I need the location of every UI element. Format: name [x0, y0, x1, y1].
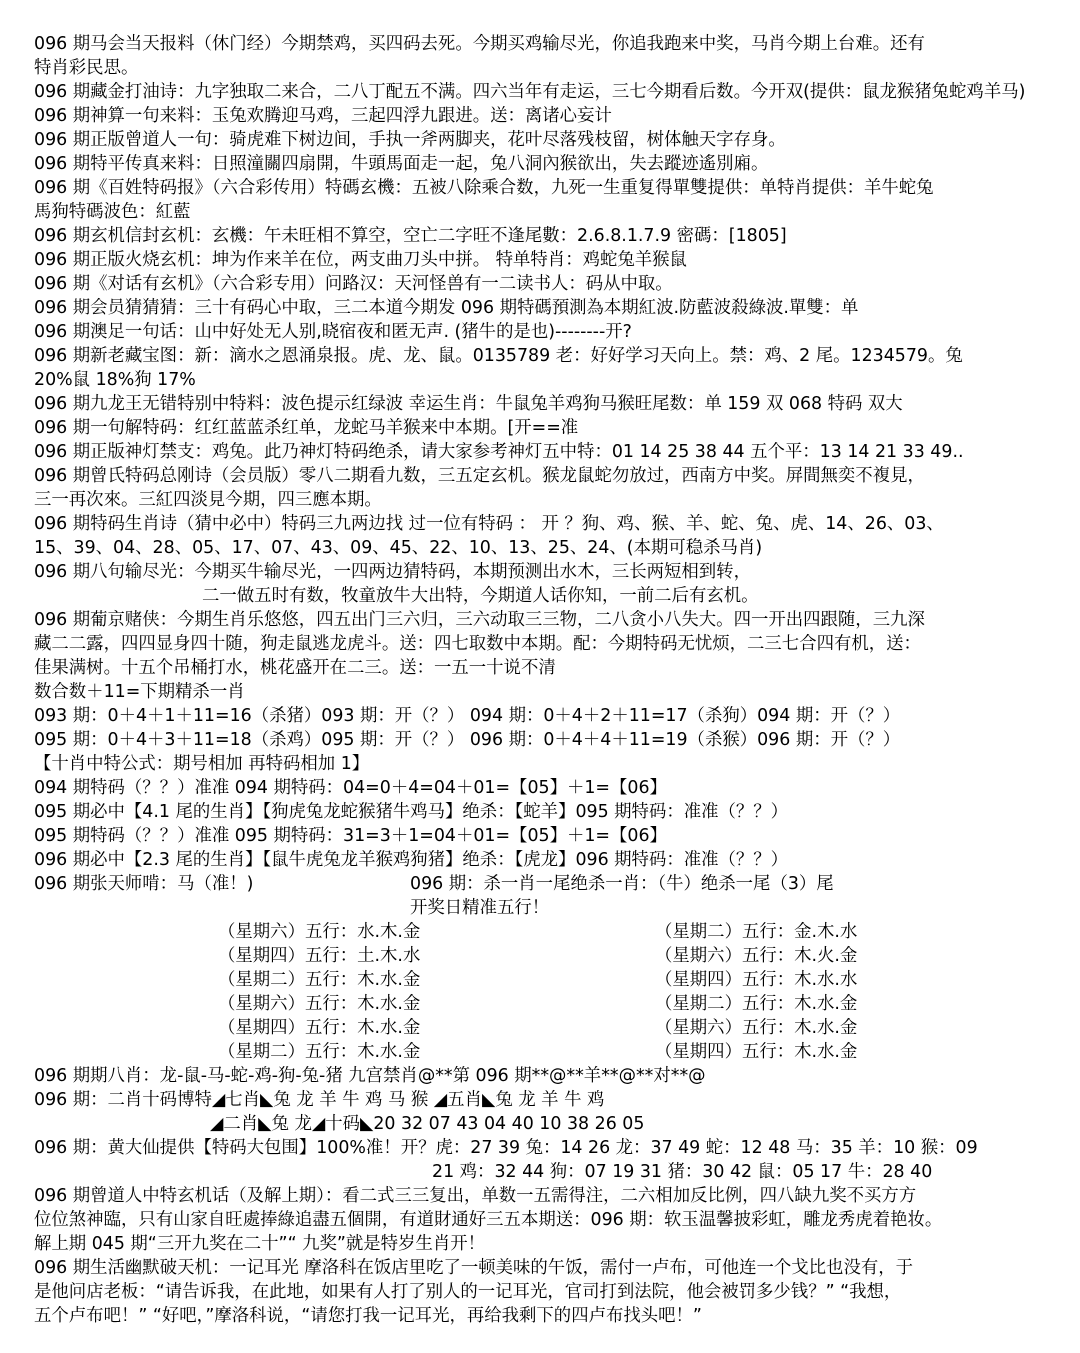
text-line: 【十肖中特公式：期号相加 再特码相加 1】: [34, 754, 370, 774]
wuxing-left-item: （星期六）五行：木.水.金: [218, 994, 421, 1014]
text-line: 096 期：黄大仙提供【特码大包围】100%准！开？虎：27 39 兔：14 26 龙：37 49 蛇：12 48 马：35 羊：10 猴：09: [34, 1138, 978, 1158]
wuxing-title: 开奖日精准五行！: [410, 898, 550, 918]
text-line: 096 期：二肖十码博特◢七肖◣兔 龙 羊 牛 鸡 马 猴 ◢五肖◣兔 龙 羊 牛 鸡: [34, 1090, 605, 1110]
wuxing-left-item: （星期六）五行：水.木.金: [218, 922, 421, 942]
text-line: 20%鼠 18%狗 17%: [34, 370, 196, 390]
text-line: 096 期神算一句来料：玉兔欢腾迎马鸡，三起四浮九跟进。送：离诸心妄计: [34, 106, 612, 126]
text-line: 位位煞神臨，只有山家自旺處捧綠追盡五個開，有道財通好三五本期送：096 期：软玉温馨披彩虹，雕龙秀虎着艳妆。: [34, 1210, 943, 1230]
text-line: 096 期正版曾道人一句：骑虎难下树边间，手执一斧两脚夹，花叶尽落残枝留，树体触天字存身。: [34, 130, 786, 150]
text-line: 096 期必中【2.3 尾的生肖】【鼠牛虎兔龙羊猴鸡狗猪】绝杀：【虎龙】096 期特码：准准（？？）: [34, 850, 789, 870]
text-line: 二一做五时有数，牧童放牛大出特，今期道人话你知，一前二后有玄机。: [202, 586, 759, 606]
wuxing-left-item: （星期四）五行：土.木.水: [218, 946, 421, 966]
text-line: 093 期：0＋4＋1＋11=16（杀猪）093 期：开（？） 094 期：0＋4＋2＋11=17（杀狗）094 期：开（？）: [34, 706, 901, 726]
text-line: 096 期会员猜猜猜：三十有码心中取，三二本道今期发 096 期特碼預測為本期紅波.防藍波殺綠波.單雙：单: [34, 298, 859, 318]
text-line: 096 期马会当天报料（休门经）今期禁鸡，买四码去死。今期买鸡输尽光，你追我跑来中奖，马肖今期上台难。还有: [34, 34, 925, 54]
text-line: 096 期特码生肖诗（猜中必中）特码三九两边找 过一位有特码 ： 开 ？狗、鸡、猴、羊、蛇、兔、虎、14、26、03、: [34, 514, 944, 534]
text-line: 096 期特平传真来料：日照潼關四扇開，牛頭馬面走一起，兔八洞內猴欲出，失去蹤迹遙別廂。: [34, 154, 769, 174]
text-line: 095 期必中【4.1 尾的生肖】【狗虎兔龙蛇猴猪牛鸡马】绝杀：【蛇羊】095 期特码：准准（？？）: [34, 802, 789, 822]
wuxing-left-item: （星期四）五行：木.水.金: [218, 1018, 421, 1038]
text-line: 096 期《对话有玄机》（六合彩专用）问路汉：天河怪兽有一二读书人：码从中取。: [34, 274, 673, 294]
text-line: 095 期特码（？？）准准 095 期特码：31=3＋1=04＋01=【05】＋1=【06】: [34, 826, 667, 846]
text-line: 三一再次來。三紅四淡見今期，四三應本期。: [34, 490, 382, 510]
text-line: 096 期新老藏宝图：新：滴水之恩涌泉报。虎、龙、鼠。0135789 老：好好学习天向上。禁：鸡、2 尾。1234579。兔: [34, 346, 963, 366]
wuxing-right-item: （星期二）五行：金.木.水: [655, 922, 858, 942]
text-line: 096 期期八肖：龙-鼠-马-蛇-鸡-狗-兔-猪 九宫禁肖@**第 096 期**@**羊**@**对**@: [34, 1066, 706, 1086]
text-line: 五个卢布吧！” “好吧，”摩洛科说，“请您打我一记耳光，再给我剩下的四卢布找头吧！”: [34, 1306, 702, 1326]
text-line: 096 期一句解特码：红红蓝蓝杀红单，龙蛇马羊猴来中本期。[开==准: [34, 418, 579, 438]
text-line: 095 期：0＋4＋3＋11=18（杀鸡）095 期：开（？） 096 期：0＋4＋4＋11=19（杀猴）096 期：开（？）: [34, 730, 901, 750]
text-line: 096 期曾氏特码总刚诗（会员版）零八二期看九数，三五定玄机。猴龙鼠蛇勿放过，西南方中奖。屏間無奕不複見，: [34, 466, 925, 486]
text-line: 21 鸡：32 44 狗：07 19 31 猪：30 42 鼠：05 17 牛：28 40: [432, 1162, 933, 1182]
text-line: 094 期特码（？？）准准 094 期特码：04=0＋4=04＋01=【05】＋1=【06】: [34, 778, 667, 798]
text-line: 096 期九龙王无错特别中特料：波色提示红绿波 幸运生肖：牛鼠兔羊鸡狗马猴旺尾数：单 159 双 068 特码 双大: [34, 394, 903, 414]
wuxing-left-item: （星期二）五行：木.水.金: [218, 1042, 421, 1062]
text-line: 096 期生活幽默破天机：一记耳光 摩洛科在饭店里吃了一顿美味的午饭，需付一卢布，可他连一个戈比也没有，于: [34, 1258, 914, 1278]
text-line: 佳果满树。十五个吊桶打水，桃花盛开在二三。送：一五一十说不清: [34, 658, 556, 678]
text-line: 096 期曾道人中特玄机话（及解上期）：看二式三三复出，单数一五需得注，二六相加反比例，四八缺九奖不买方方: [34, 1186, 917, 1206]
zhang-right: 096 期：杀一肖一尾绝杀一肖：（牛）绝杀一尾（3）尾: [410, 874, 834, 894]
wuxing-left-item: （星期二）五行：木.水.金: [218, 970, 421, 990]
text-line: 096 期八句输尽光：今期买牛输尽光，一四两边猜特码，本期预测出水木，三长两短相到转，: [34, 562, 751, 582]
text-line: 藏二二露，四四显身四十随，狗走鼠逃龙虎斗。送：四七取数中本期。配：今期特码无忧烦，二三七合四有机，送：: [34, 634, 921, 654]
text-line: 096 期《百姓特码报》（六合彩传用）特碼玄機：五被八除乘合数，九死一生重复得單雙提供：单特肖提供：羊牛蛇兔: [34, 178, 934, 198]
text-line: 096 期正版火烧玄机：坤为作来羊在位，两支曲刀头中拼。 特单特肖：鸡蛇兔羊猴鼠: [34, 250, 687, 270]
text-line: 096 期藏金打油诗：九字独取二来合，二八丁配五不满。四六当年有走运，三七今期看后数。今开双(提供：鼠龙猴猪兔蛇鸡羊马): [34, 82, 1026, 102]
wuxing-right-item: （星期六）五行：木.水.金: [655, 1018, 858, 1038]
wuxing-right-item: （星期四）五行：木.水.金: [655, 1042, 858, 1062]
text-line: 096 期澳足一句话：山中好处无人别,晓宿夜和匿无声. (猪牛的是也)--------开?: [34, 322, 632, 342]
text-line: 解上期 045 期“三开九奖在二十”“ 九奖”就是特岁生肖开！: [34, 1234, 486, 1254]
text-line: 15、39、04、28、05、17、07、43、09、45、22、10、13、25、24、(本期可稳杀马肖): [34, 538, 763, 558]
text-line: 是他问店老板：“请告诉我，在此地，如果有人打了别人的一记耳光，官司打到法院，他会被罚多少钱？” “我想，: [34, 1282, 902, 1302]
text-line: 096 期玄机信封玄机：玄機：午未旺相不算空，空亡二字旺不逢尾數：2.6.8.1.7.9 密碼：[1805]: [34, 226, 787, 246]
text-line: 特肖彩民思。: [34, 58, 139, 78]
wuxing-right-item: （星期四）五行：木.水.水: [655, 970, 858, 990]
text-line: 馬狗特碼波色：紅藍: [34, 202, 191, 222]
text-line: 096 期正版神灯禁支：鸡兔。此乃神灯特码绝杀，请大家参考神灯五中特：01 14 25 38 44 五个平：13 14 21 33 49..: [34, 442, 964, 462]
zhang-left: 096 期张天师啃：马（准！): [34, 874, 254, 894]
text-line: 096 期葡京赌侠：今期生肖乐悠悠，四五出门三六归，三六动取三三物，二八贪小八失大。四一开出四跟随，三九深: [34, 610, 925, 630]
text-line: ◢二肖◣兔 龙◢十码◣20 32 07 43 04 40 10 38 26 05: [210, 1114, 645, 1134]
wuxing-right-item: （星期二）五行：木.水.金: [655, 994, 858, 1014]
wuxing-right-item: （星期六）五行：木.火.金: [655, 946, 858, 966]
text-line: 数合数＋11=下期精杀一肖: [34, 682, 245, 702]
